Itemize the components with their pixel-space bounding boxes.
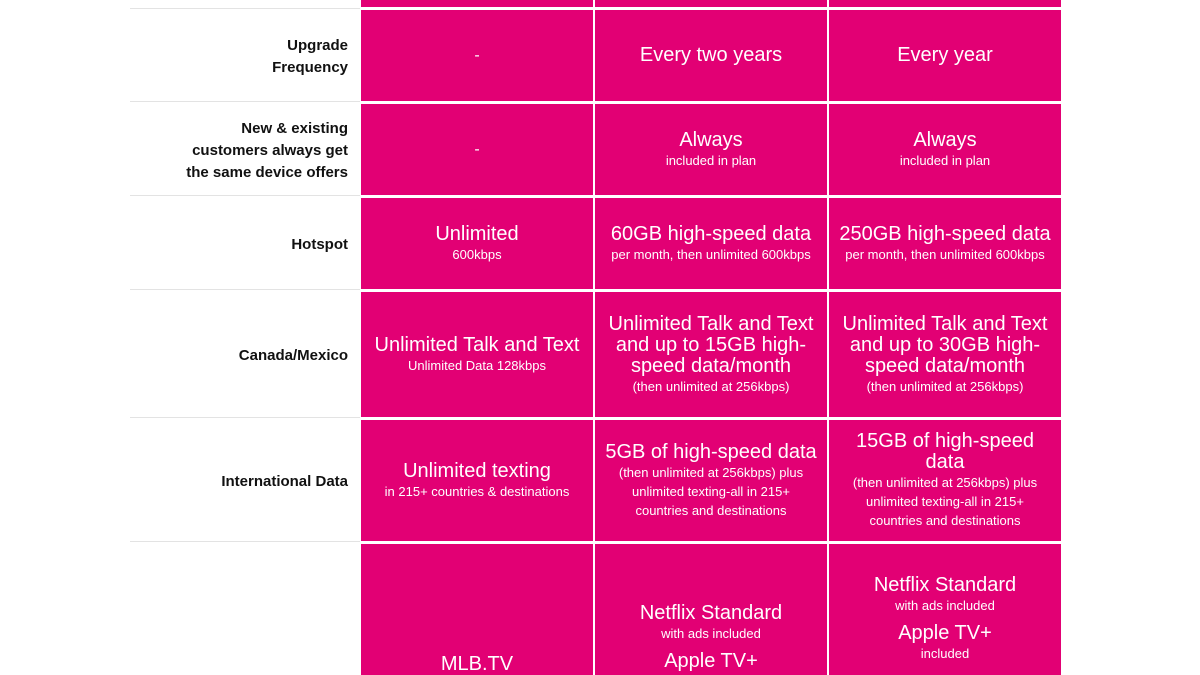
plan-cell [595, 0, 827, 7]
cell-note: with ads included [895, 598, 995, 613]
cell-value: Unlimited texting [403, 459, 551, 482]
plan-cell [595, 10, 827, 101]
plan-cell [595, 544, 827, 675]
table-row-streaming [0, 544, 1200, 675]
plan-cell [361, 544, 593, 675]
cell-note: (then unlimited at 256kbps) plus unlimited texting-all in 215+ countries and destinations [618, 464, 804, 518]
cell-value: Always [913, 128, 977, 151]
cell-value: - [474, 140, 480, 158]
cell-note: per month, then unlimited 600kbps [845, 246, 1045, 262]
cell-value: Netflix Standard [873, 574, 1017, 596]
plan-cell [595, 198, 827, 289]
row-divider [130, 289, 360, 290]
plan-cell [829, 0, 1061, 7]
row-label [130, 10, 348, 103]
plan-cell [829, 544, 1061, 675]
cell-value: Apple TV+ [898, 622, 992, 644]
plan-cell [361, 292, 593, 417]
cell-value: Unlimited Talk and Text and up to 30GB high-speed data/month [842, 312, 1048, 377]
row-label [130, 420, 348, 543]
row-label-text: Hotspot [291, 235, 348, 253]
table-row-device-offers [0, 104, 1200, 197]
plan-cell [361, 104, 593, 195]
cell-note: with ads included [661, 626, 761, 641]
plan-cell [361, 198, 593, 289]
plan-cell [595, 104, 827, 195]
row-divider [130, 101, 360, 102]
cell-note: (then unlimited at 256kbps) [866, 378, 1024, 394]
cell-note: included [920, 646, 970, 661]
plan-cell [361, 0, 593, 7]
cell-note: included in plan [899, 152, 991, 168]
cell-value: Unlimited Talk and Text and up to 15GB high-speed data/month [608, 312, 814, 377]
row-label-text: International Data [221, 472, 348, 490]
row-label-text: Upgrade Frequency [272, 36, 348, 76]
plan-cell [829, 104, 1061, 195]
plan-cell [595, 292, 827, 417]
row-divider [130, 417, 360, 418]
row-label [130, 292, 348, 419]
cell-note: (then unlimited at 256kbps) [632, 378, 790, 394]
cell-value: Apple TV+ [664, 650, 758, 672]
plan-cell [829, 198, 1061, 289]
table-row-canada-mexico [0, 292, 1200, 419]
plan-cell [361, 420, 593, 541]
row-label-text: Canada/Mexico [238, 346, 348, 364]
plan-cell [361, 10, 593, 101]
cell-value: - [474, 46, 480, 64]
cell-value: Always [679, 128, 743, 151]
plan-cell [829, 10, 1061, 101]
row-label [130, 198, 348, 291]
cell-note: Unlimited Data 128kbps [407, 357, 547, 373]
cell-value: 15GB of high-speed data [856, 430, 1034, 473]
cell-value: Netflix Standard [639, 602, 783, 624]
cell-note: 600kbps [452, 246, 502, 262]
cell-value: 5GB of high-speed data [605, 440, 817, 463]
cell-note: in 215+ countries & destinations [384, 483, 570, 499]
cell-note: per month, then unlimited 600kbps [611, 246, 811, 262]
row-divider [130, 195, 360, 196]
row-divider [130, 541, 360, 542]
cell-value: MLB.TV [440, 653, 514, 675]
cell-value: Every two years [639, 44, 783, 66]
cell-note: included in plan [665, 152, 757, 168]
cell-value: 250GB high-speed data [839, 222, 1051, 245]
cell-note: (then unlimited at 256kbps) plus unlimited texting-all in 215+ countries and destinations [852, 475, 1038, 528]
table-row-international-data [0, 420, 1200, 543]
cell-value: Every year [897, 44, 993, 66]
cell-value: Unlimited [435, 222, 519, 245]
table-row-hotspot [0, 198, 1200, 291]
plan-cell [829, 420, 1061, 541]
row-label-text: New & existing customers always get the same device offers [186, 119, 348, 181]
cell-value: Unlimited Talk and Text [374, 333, 580, 356]
table-row-upgrade-frequency [0, 10, 1200, 103]
cell-value: 60GB high-speed data [610, 222, 812, 245]
plan-cell [829, 292, 1061, 417]
row-label [130, 104, 348, 197]
row-divider [130, 8, 360, 9]
plan-cell [595, 420, 827, 541]
